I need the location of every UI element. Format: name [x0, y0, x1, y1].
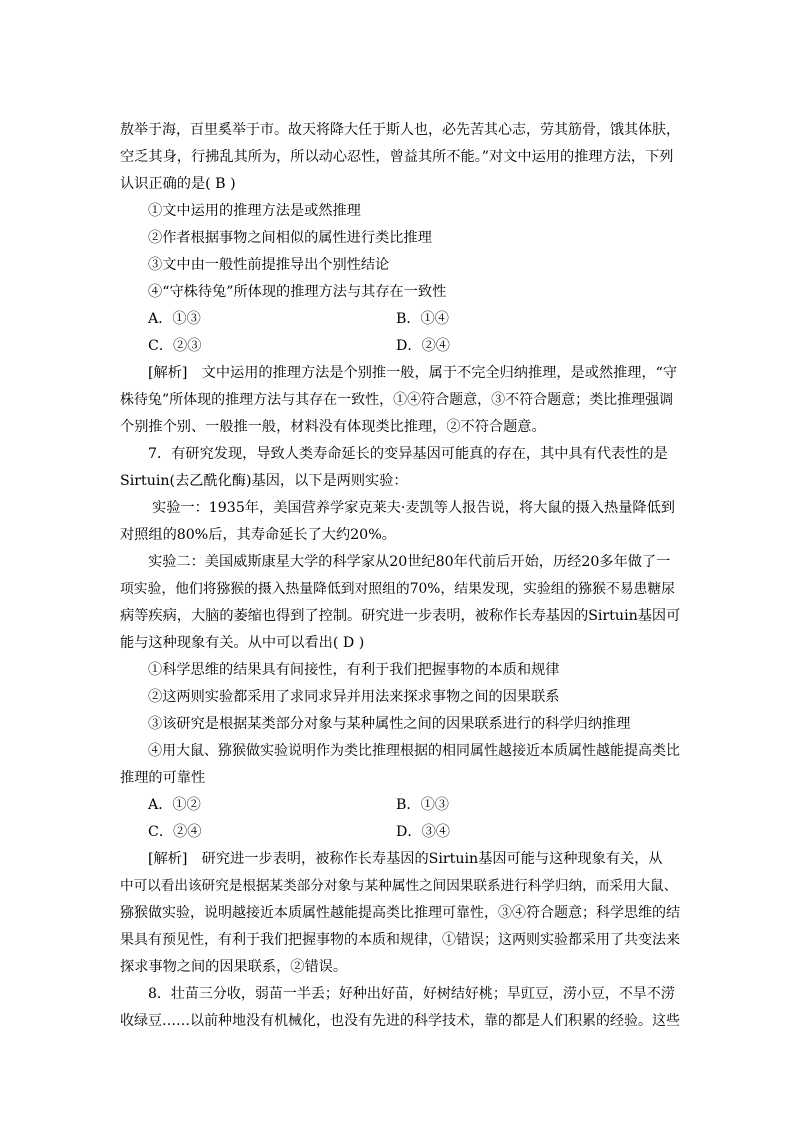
experiment-text: 项实验，他们将猕猴的摄入热量降低到对照组的70%，结果发现，实验组的猕猴不易患糖尿 — [120, 581, 675, 597]
answer-choice: C．②③ — [148, 338, 202, 354]
explanation-line: 中可以看出该研究是根据某类部分对象与某种属性之间因果联系进行科学归纳，而采用大鼠、 — [120, 878, 678, 894]
question-stem: 8．壮苗三分收，弱苗一半丢；好种出好苗，好树结好桃；旱豇豆，涝小豆，不旱不涝 — [148, 986, 675, 1002]
explanation-line: 个别推个别、一般推一般，材料没有体现类比推理，②不符合题意。 — [120, 419, 546, 435]
experiment-text: 实验一：1935年，美国营养学家克莱夫·麦凯等人报告说，将大鼠的摄入热量降低到 — [152, 500, 675, 516]
option-statement: 推理的可靠性 — [120, 770, 206, 786]
option-statement: ②作者根据事物之间相似的属性进行类比推理 — [148, 230, 432, 246]
option-statement: ④“守株待兔”所体现的推理方法与其存在一致性 — [148, 284, 447, 300]
option-statement: ①科学思维的结果具有间接性，有利于我们把握事物的本质和规律 — [148, 662, 560, 678]
experiment-text: 病等疾病，大脑的萎缩也得到了控制。研究进一步表明，被称作长寿基因的Sirtuin基因可 — [120, 608, 681, 624]
question-stem: 收绿豆……以前种地没有机械化，也没有先进的科学技术，靠的都是人们积累的经验。这些 — [120, 1013, 680, 1029]
answer-choice: D．③④ — [396, 824, 450, 840]
question-stem: Sirtuin(去乙酰化酶)基因，以下是两则实验： — [120, 473, 408, 489]
answer-choice: B．①③ — [396, 797, 449, 813]
explanation-line: 猕猴做实验，说明越接近本质属性越能提高类比推理可靠性，③④符合题意；科学思维的结 — [120, 905, 680, 921]
answer-choice: A．①② — [148, 797, 201, 813]
experiment-text: 实验二：美国威斯康星大学的科学家从20世纪80年代前后开始，历经20多年做了一 — [148, 554, 671, 570]
answer-choice: B．①④ — [396, 311, 449, 327]
option-statement: ④用大鼠、猕猴做实验说明作为类比推理根据的相同属性越接近本质属性越能提高类比 — [148, 743, 680, 759]
experiment-text: 对照组的80%后，其寿命延长了大约20%。 — [120, 527, 396, 543]
question-stem: 7．有研究发现，导致人类寿命延长的变异基因可能真的存在，其中具有代表性的是 — [148, 446, 668, 462]
option-statement: ①文中运用的推理方法是或然推理 — [148, 203, 361, 219]
explanation-line: [解析] 研究进一步表明，被称作长寿基因的Sirtuin基因可能与这种现象有关，从 — [148, 851, 663, 867]
explanation-line: 果具有预见性，有利于我们把握事物的本质和规律，①错误；这两则实验都采用了共变法来 — [120, 932, 680, 948]
answer-choice: D．②④ — [396, 338, 450, 354]
answer-choice: C．②④ — [148, 824, 202, 840]
explanation-line: [解析] 文中运用的推理方法是个别推一般，属于不完全归纳推理，是或然推理，“守 — [148, 365, 678, 381]
answer-choice: A．①③ — [148, 311, 201, 327]
text-line: 敖举于海，百里奚举于市。故天将降大任于斯人也，必先苦其心志，劳其筋骨，饿其体肤， — [120, 122, 680, 138]
option-statement: ②这两则实验都采用了求同求异并用法来探求事物之间的因果联系 — [148, 689, 560, 705]
option-statement: ③文中由一般性前提推导出个别性结论 — [148, 257, 390, 273]
option-statement: ③该研究是根据某类部分对象与某种属性之间的因果联系进行的科学归纳推理 — [148, 716, 631, 732]
explanation-line: 探求事物之间的因果联系，②错误。 — [120, 959, 348, 975]
text-line: 认识正确的是( B ) — [120, 176, 236, 192]
experiment-text: 能与这种现象有关。从中可以看出( D ) — [120, 635, 365, 651]
explanation-line: 株待兔”所体现的推理方法与其存在一致性，①④符合题意，③不符合题意；类比推理强调 — [120, 392, 674, 408]
text-line: 空乏其身，行拂乱其所为，所以动心忍性，曾益其所不能。”对文中运用的推理方法，下列 — [120, 149, 674, 165]
